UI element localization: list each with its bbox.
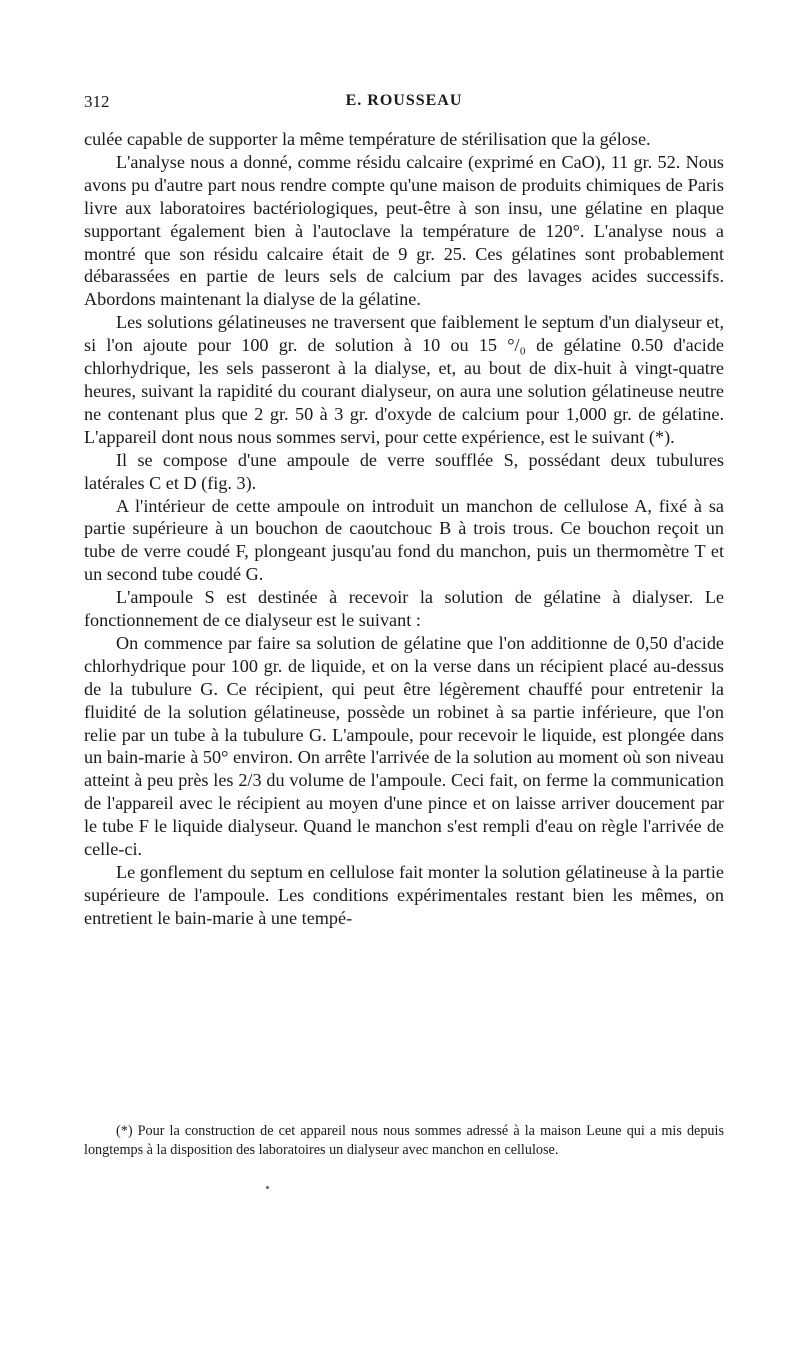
print-speck: [266, 1186, 269, 1189]
footnote: [84, 1122, 724, 1159]
running-head: E. ROUSSEAU: [345, 92, 463, 109]
footnote-text: (*) Pour la construction de cet appareil nous nous sommes adressé à la maison Leune qui a mis depuis longtemps à la disposition des laboratoires un dialyseur avec manchon en cellulose.: [84, 1123, 724, 1158]
page-header: [84, 92, 724, 116]
paragraph-cellulose-sleeve: A l'intérieur de cette ampoule on introduit un manchon de cellulose A, fixé à sa partie supérieure à un bouchon de caoutchouc B à trois trous. Ce bouchon reçoit un tube de verre coudé F, plongeant jusqu'au fond du manchon, puis un thermomètre T et un second tube coudé G.: [84, 495, 724, 585]
paragraph-apparatus: Il se compose d'une ampoule de verre soufflée S, possédant deux tubulures latérales C et D (fig. 3).: [84, 449, 724, 493]
paragraph-procedure: On commence par faire sa solution de gélatine que l'on additionne de 0,50 d'acide chlorhydrique pour 100 gr. de liquide, et on la verse dans un récipient placé au-dessus de la tubulure G. Ce récipient, qui peut être légèrement chauffé pour entretenir la fluidité de la solution gélatineuse, possède un robinet à sa partie inférieure, que l'on relie par un tube à la tubulure G. L'ampoule, pour recevoir le liquide, est plongée dans un bain-marie à 50° environ. On arrête l'arrivée de la solution au moment où son niveau atteint à peu près les 2/3 du volume de l'ampoule. Ceci fait, on ferme la communication de l'appareil avec le récipient au moyen d'une pince et on laisse arriver doucement par le tube F le liquide dialyseur. Quand le manchon s'est rempli d'eau on règle l'arrivée de celle-ci.: [84, 632, 724, 860]
paragraph-septum: Le gonflement du septum en cellulose fait monter la solution gélatineuse à la partie supérieure de l'ampoule. Les conditions expérimentales restant bien les mêmes, on entretient le bain-marie à une tempé-: [84, 862, 724, 928]
body-text: [84, 128, 724, 930]
paragraph-ampoule: L'ampoule S est destinée à recevoir la solution de gélatine à dialyser. Le fonctionnement de ce dialyseur est le suivant :: [84, 587, 724, 631]
paragraph-analysis: L'analyse nous a donné, comme résidu calcaire (exprimé en CaO), 11 gr. 52. Nous avons pu d'autre part nous rendre compte qu'une maison de produits chimiques de Paris livre aux laboratoires bactériologiques, peut-être à son insu, une gélatine en plaque supportant également bien à l'autoclave la température de 120°. L'analyse nous a montré que son résidu calcaire était de 9 gr. 25. Ces gélatines sont probablement débarassées en partie de leurs sels de calcium par des lavages acides successifs. Abordons maintenant la dialyse de la gélatine.: [84, 151, 724, 310]
page-number: 312: [84, 92, 110, 111]
paragraph-dialysis-solutions: Les solutions gélatineuses ne traversent que faiblement le septum d'un dialyseur et, si l'on ajoute pour 100 gr. de solution à 10 ou 15 °/₀ de gélatine 0.50 d'acide chlorhydrique, les sels passeront à la dialyse, et, au bout de dix-huit à vingt-quatre heures, suivant la rapidité du courant dialyseur, on aura une solution gélatineuse neutre ne contenant plus que 2 gr. 50 à 3 gr. d'oxyde de calcium pour 1,000 gr. de gélatine. L'appareil dont nous nous sommes servi, pour cette expérience, est le suivant (*).: [84, 312, 724, 447]
paragraph-continuation: culée capable de supporter la même température de stérilisation que la gélose.: [84, 129, 651, 149]
